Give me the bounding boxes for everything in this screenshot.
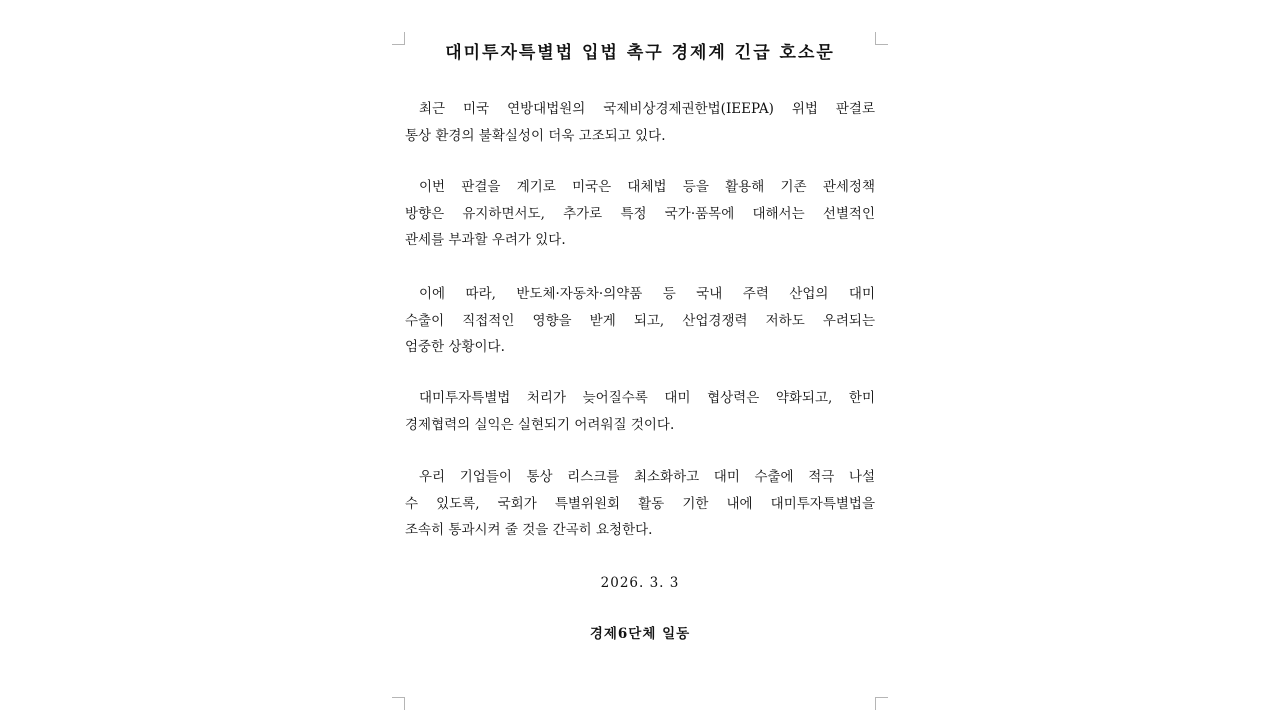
paragraph-line: 수 있도록, 국회가 특별위원회 활동 기한 내에 대미투자특별법을 — [405, 495, 875, 512]
document-title: 대미투자특별법 입법 촉구 경제계 긴급 호소문 — [445, 43, 835, 63]
paragraph-line: 최근 미국 연방대법원의 국제비상경제권한법(IEEPA) 위법 판결로 — [419, 101, 875, 117]
document-date: 2026. 3. 3 — [600, 575, 680, 591]
document-page — [392, 0, 888, 720]
paragraph-line: 대미투자특별법 처리가 늦어질수록 대미 협상력은 약화되고, 한미 — [419, 390, 875, 406]
paragraph-line: 엄중한 상황이다. — [405, 339, 505, 355]
paragraph-line: 방향은 유지하면서도, 추가로 특정 국가·품목에 대해서는 선별적인 — [405, 205, 875, 222]
paragraph-line: 통상 환경의 불확실성이 더욱 고조되고 있다. — [405, 127, 666, 144]
page-corner-mark-bottom-left — [392, 697, 405, 710]
page-corner-mark-bottom-right — [875, 697, 888, 710]
paragraph-2 — [405, 174, 875, 254]
document-signature: 경제6단체 일동 — [589, 626, 691, 642]
paragraph-line: 이번 판결을 계기로 미국은 대체법 등을 활용해 기존 관세정책 — [419, 179, 875, 195]
paragraph-4 — [405, 385, 875, 438]
paragraph-line: 조속히 통과시켜 줄 것을 간곡히 요청한다. — [405, 522, 653, 538]
paragraph-line: 이에 따라, 반도체·자동차·의약품 등 국내 주력 산업의 대미 — [419, 286, 875, 302]
paragraph-1 — [405, 96, 875, 149]
paragraph-line: 관세를 부과할 우려가 있다. — [405, 232, 566, 248]
paragraph-line: 경제협력의 실익은 실현되기 어려워질 것이다. — [405, 416, 675, 433]
paragraph-line: 수출이 직접적인 영향을 받게 되고, 산업경쟁력 저하도 우려되는 — [405, 312, 875, 329]
paragraph-5 — [405, 464, 875, 544]
paragraph-3 — [405, 281, 875, 361]
paragraph-line: 우리 기업들이 통상 리스크를 최소화하고 대미 수출에 적극 나설 — [419, 469, 875, 485]
